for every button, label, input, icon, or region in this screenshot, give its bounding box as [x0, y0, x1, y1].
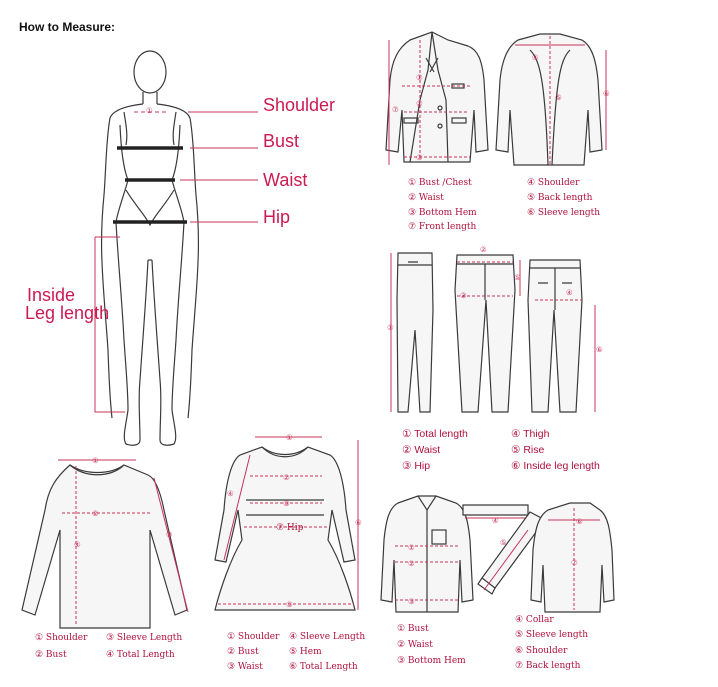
svg-text:③: ③ [166, 530, 173, 539]
svg-text:①: ① [408, 543, 415, 552]
svg-text:④: ④ [492, 516, 499, 525]
hip-label: Hip [263, 207, 291, 227]
svg-text:②: ② [416, 99, 423, 108]
svg-text:①: ① [416, 73, 423, 82]
jacket-legend-bottom-hem: ③ Bottom Hem [408, 208, 477, 218]
tee-illustration [22, 460, 188, 628]
bust-label: Bust [263, 131, 300, 151]
svg-text:③: ③ [460, 291, 467, 300]
dress-legend-waist: ③ Waist [227, 662, 263, 672]
pants-back-illustration [528, 260, 595, 412]
jacket-legend-bust: ① Bust /Chest [408, 178, 472, 188]
page-title: How to Measure: [19, 20, 116, 34]
pants-legend-total-length: ① Total length [402, 428, 468, 440]
shirt-legend-waist: ② Waist [397, 640, 433, 650]
svg-text:④: ④ [566, 288, 573, 297]
svg-text:⑤: ⑤ [555, 93, 562, 102]
svg-text:⑥: ⑥ [355, 518, 362, 527]
tee-legend-shoulder: ① Shoulder [35, 633, 88, 643]
svg-text:⑥: ⑥ [603, 89, 610, 98]
body-figure [95, 51, 258, 445]
jacket-front-illustration [386, 32, 488, 165]
pants-front-illustration [455, 255, 520, 412]
pants-legend-waist: ② Waist [402, 444, 441, 456]
dress-hip-label: ⑦ Hip [276, 523, 304, 533]
svg-text:⑦: ⑦ [571, 558, 578, 567]
jacket-back-illustration [496, 34, 606, 165]
shirt-legend-back-length: ⑦ Back length [515, 661, 581, 671]
shirt-legend-sleeve-length: ⑤ Sleeve length [515, 630, 589, 640]
pants-legend-rise: ⑤ Rise [511, 444, 545, 456]
svg-text:③: ③ [283, 499, 290, 508]
shirt-legend-shoulder: ⑥ Shoulder [515, 646, 568, 656]
svg-text:④: ④ [227, 489, 234, 498]
tee-legend-bust: ② Bust [35, 650, 67, 660]
inside-leg-label-line2: Leg length [25, 303, 110, 323]
svg-text:②: ② [283, 473, 290, 482]
shoulder-label: Shoulder [263, 95, 336, 115]
svg-text:①: ① [92, 456, 99, 465]
svg-text:⑥: ⑥ [576, 517, 583, 526]
svg-text:⑤: ⑤ [514, 273, 521, 282]
pants-legend-hip: ③ Hip [402, 460, 431, 472]
dress-legend-sleeve-length: ④ Sleeve Length [289, 632, 366, 642]
jacket-legend-back-length: ⑤ Back length [527, 193, 593, 203]
jacket-legend-shoulder: ④ Shoulder [527, 178, 580, 188]
shirt-front-illustration [381, 496, 473, 612]
svg-text:③: ③ [408, 597, 415, 606]
dress-legend-shoulder: ① Shoulder [227, 632, 280, 642]
tee-legend-total-length: ④ Total Length [106, 650, 175, 660]
jacket-legend-waist: ② Waist [408, 193, 444, 203]
svg-text:②: ② [480, 245, 487, 254]
inside-leg-label-line1: Inside [27, 285, 76, 305]
dress-legend-bust: ② Bust [227, 647, 259, 657]
shirt-legend-bust: ① Bust [397, 624, 429, 634]
jacket-legend-front-length: ⑦ Front length [408, 222, 477, 232]
svg-text:②: ② [408, 559, 415, 568]
svg-text:⑥: ⑥ [596, 345, 603, 354]
pants-legend-inside-leg-length: ⑥ Inside leg length [511, 460, 600, 472]
svg-text:④: ④ [532, 53, 539, 62]
pants-legend-thigh: ④ Thigh [511, 428, 550, 440]
svg-text:⑦: ⑦ [392, 105, 399, 114]
svg-text:①: ① [286, 433, 293, 442]
jacket-legend-sleeve-length: ⑥ Sleeve length [527, 208, 601, 218]
svg-text:③: ③ [416, 153, 423, 162]
svg-text:①: ① [146, 106, 153, 115]
shirt-legend-collar: ④ Collar [515, 615, 554, 625]
waist-label: Waist [263, 170, 308, 190]
svg-text:②: ② [92, 509, 99, 518]
svg-text:④: ④ [74, 540, 81, 549]
svg-text:⑤: ⑤ [286, 600, 293, 609]
tee-legend-sleeve-length: ③ Sleeve Length [106, 633, 183, 643]
shirt-legend-bottom-hem: ③ Bottom Hem [397, 656, 466, 666]
dress-legend-total-length: ⑥ Total Length [289, 662, 358, 672]
svg-text:⑤: ⑤ [500, 538, 507, 547]
dress-legend-hem: ⑤ Hem [289, 647, 322, 657]
svg-text:①: ① [387, 323, 394, 332]
pants-side-illustration [391, 253, 433, 412]
